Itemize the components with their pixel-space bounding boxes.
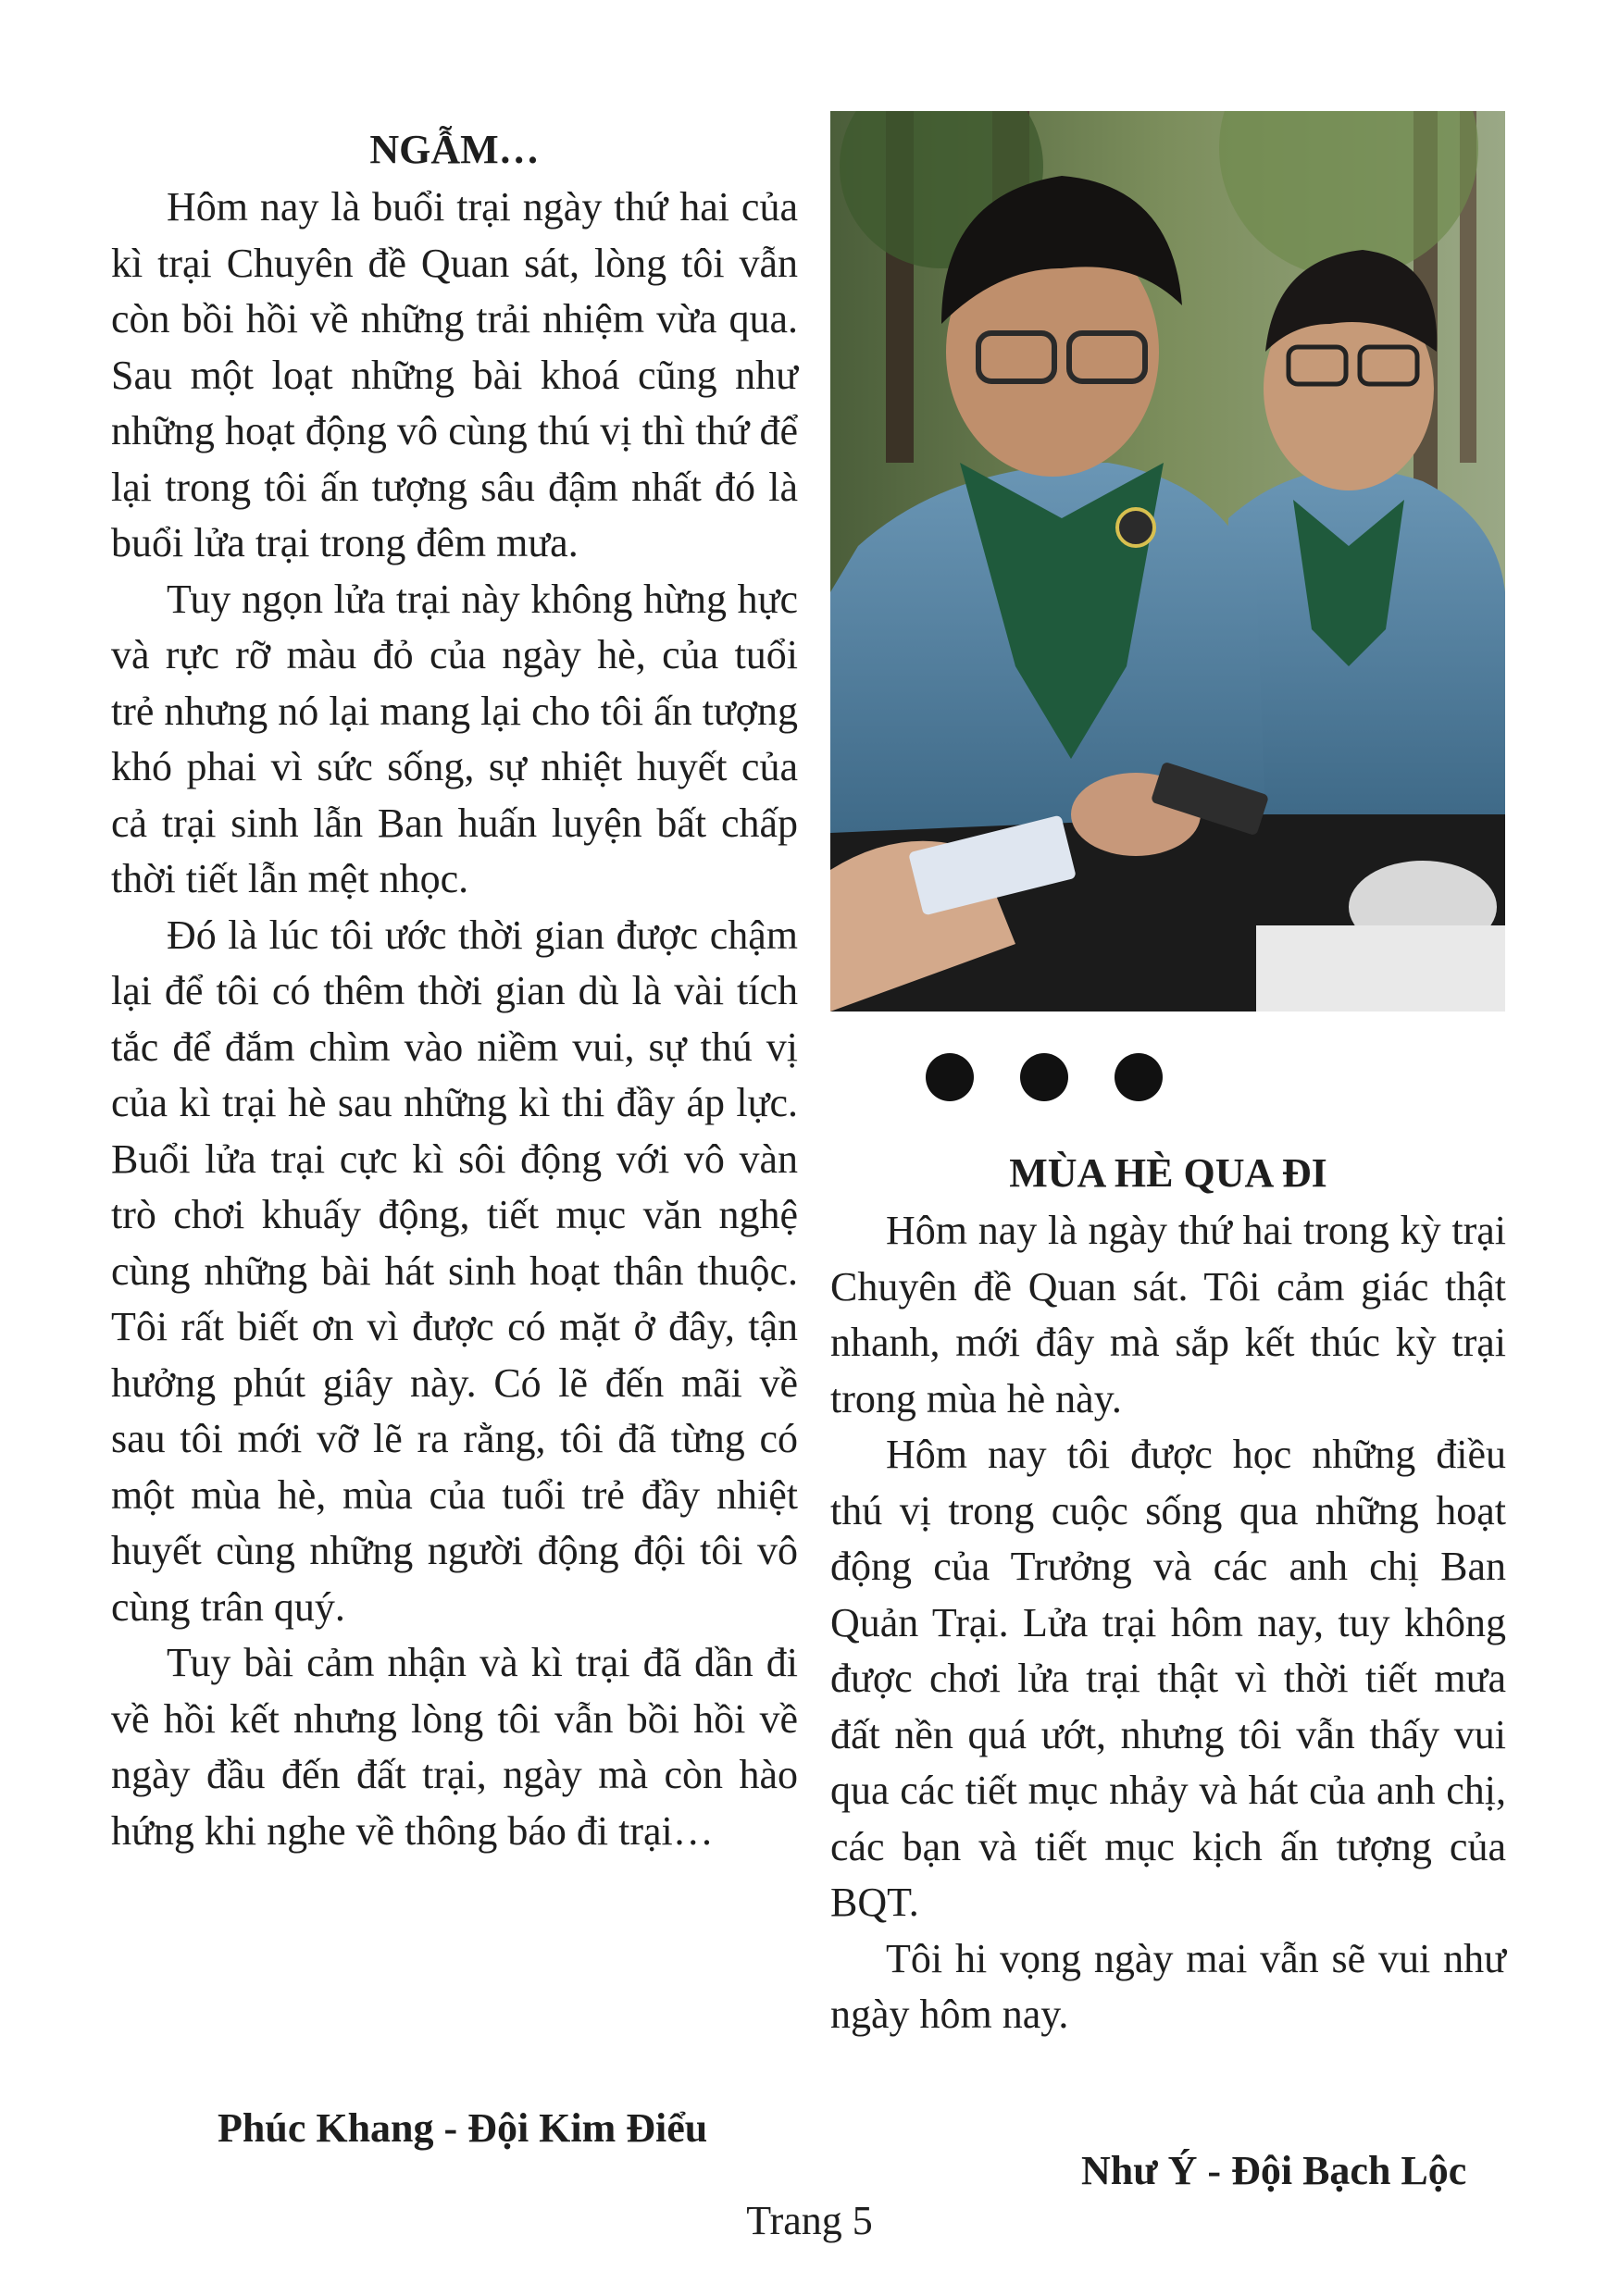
left-article-paragraph: Hôm nay là buổi trại ngày thứ hai của kì trại Chuyên đề Quan sát, lòng tôi vẫn còn bồi hồi về những trải nhiệm vừa qua. Sau một loạt những bài khoá cũng như những hoạt động vô cùng thú vị thì thứ để lại trong tôi ấn tượng sâu đậm nhất đó là buổi lửa trại trong đêm mưa. xyxy=(111,184,798,565)
divider-dot xyxy=(926,1053,974,1101)
right-article-paragraph: Hôm nay tôi được học những điều thú vị trong cuộc sống qua những hoạt động của Trưởng và các anh chị Ban Quản Trại. Lửa trại hôm nay, tuy không được chơi lửa trại thật vì thời tiết mưa đất nền quá ướt, nhưng tôi vẫn thấy vui qua các tiết mục nhảy và hát của anh chị, các bạn và tiết mục kịch ấn tượng của BQT. xyxy=(830,1432,1506,1925)
right-article-paragraph: Tôi hi vọng ngày mai vẫn sẽ vui như ngày hôm nay. xyxy=(830,1935,1506,2037)
right-article-author: Như Ý - Đội Bạch Lộc xyxy=(1081,2148,1467,2193)
left-article-title: NGẪM… xyxy=(369,127,540,172)
divider-dot xyxy=(1115,1053,1163,1101)
scout-campers-photo xyxy=(830,111,1505,1011)
left-article-author: Phúc Khang - Đội Kim Điểu xyxy=(218,2105,708,2151)
left-article-paragraph: Đó là lúc tôi ước thời gian được chậm lại để tôi có thêm thời gian dù là vài tích tắc để đắm chìm vào niềm vui, sự thú vị của kì trại hè sau những kì thi đầy áp lực. Buổi lửa trại cực kì sôi động với vô vàn trò chơi khuấy động, tiết mục văn nghệ cùng những bài hát sinh hoạt thân thuộc. Tôi rất biết ơn vì được có mặt ở đây, tận hưởng phút giây này. Có lẽ đến mãi về sau tôi mới vỡ lẽ ra rằng, tôi đã từng có một mùa hè, mùa của tuổi trẻ đầy nhiệt huyết cùng những người động đội tôi vô cùng trân quý. xyxy=(111,912,798,1630)
page-number: Trang 5 xyxy=(746,2198,873,2243)
divider-dot xyxy=(1020,1053,1068,1101)
right-article-paragraph: Hôm nay là ngày thứ hai trong kỳ trại Chuyên đề Quan sát. Tôi cảm giác thật nhanh, mới đây mà sắp kết thúc kỳ trại trong mùa hè này. xyxy=(830,1208,1506,1421)
section-divider-dots xyxy=(916,1053,1213,1105)
left-article-paragraph: Tuy ngọn lửa trại này không hừng hực và rực rỡ màu đỏ của ngày hè, của tuổi trẻ nhưng nó lại mang lại cho tôi ấn tượng khó phai vì sức sống, sự nhiệt huyết của cả trại sinh lẫn Ban huấn luyện bất chấp thời tiết lẫn mệt nhọc. xyxy=(111,576,798,901)
left-article xyxy=(111,120,798,1859)
right-article xyxy=(830,1144,1506,2043)
right-article-title: MÙA HÈ QUA ĐI xyxy=(1009,1150,1327,1196)
left-article-paragraph: Tuy bài cảm nhận và kì trại đã dần đi về hồi kết nhưng lòng tôi vẫn bồi hồi về ngày đầu đến đất trại, ngày mà còn hào hứng khi nghe về thông báo đi trại… xyxy=(111,1640,798,1854)
